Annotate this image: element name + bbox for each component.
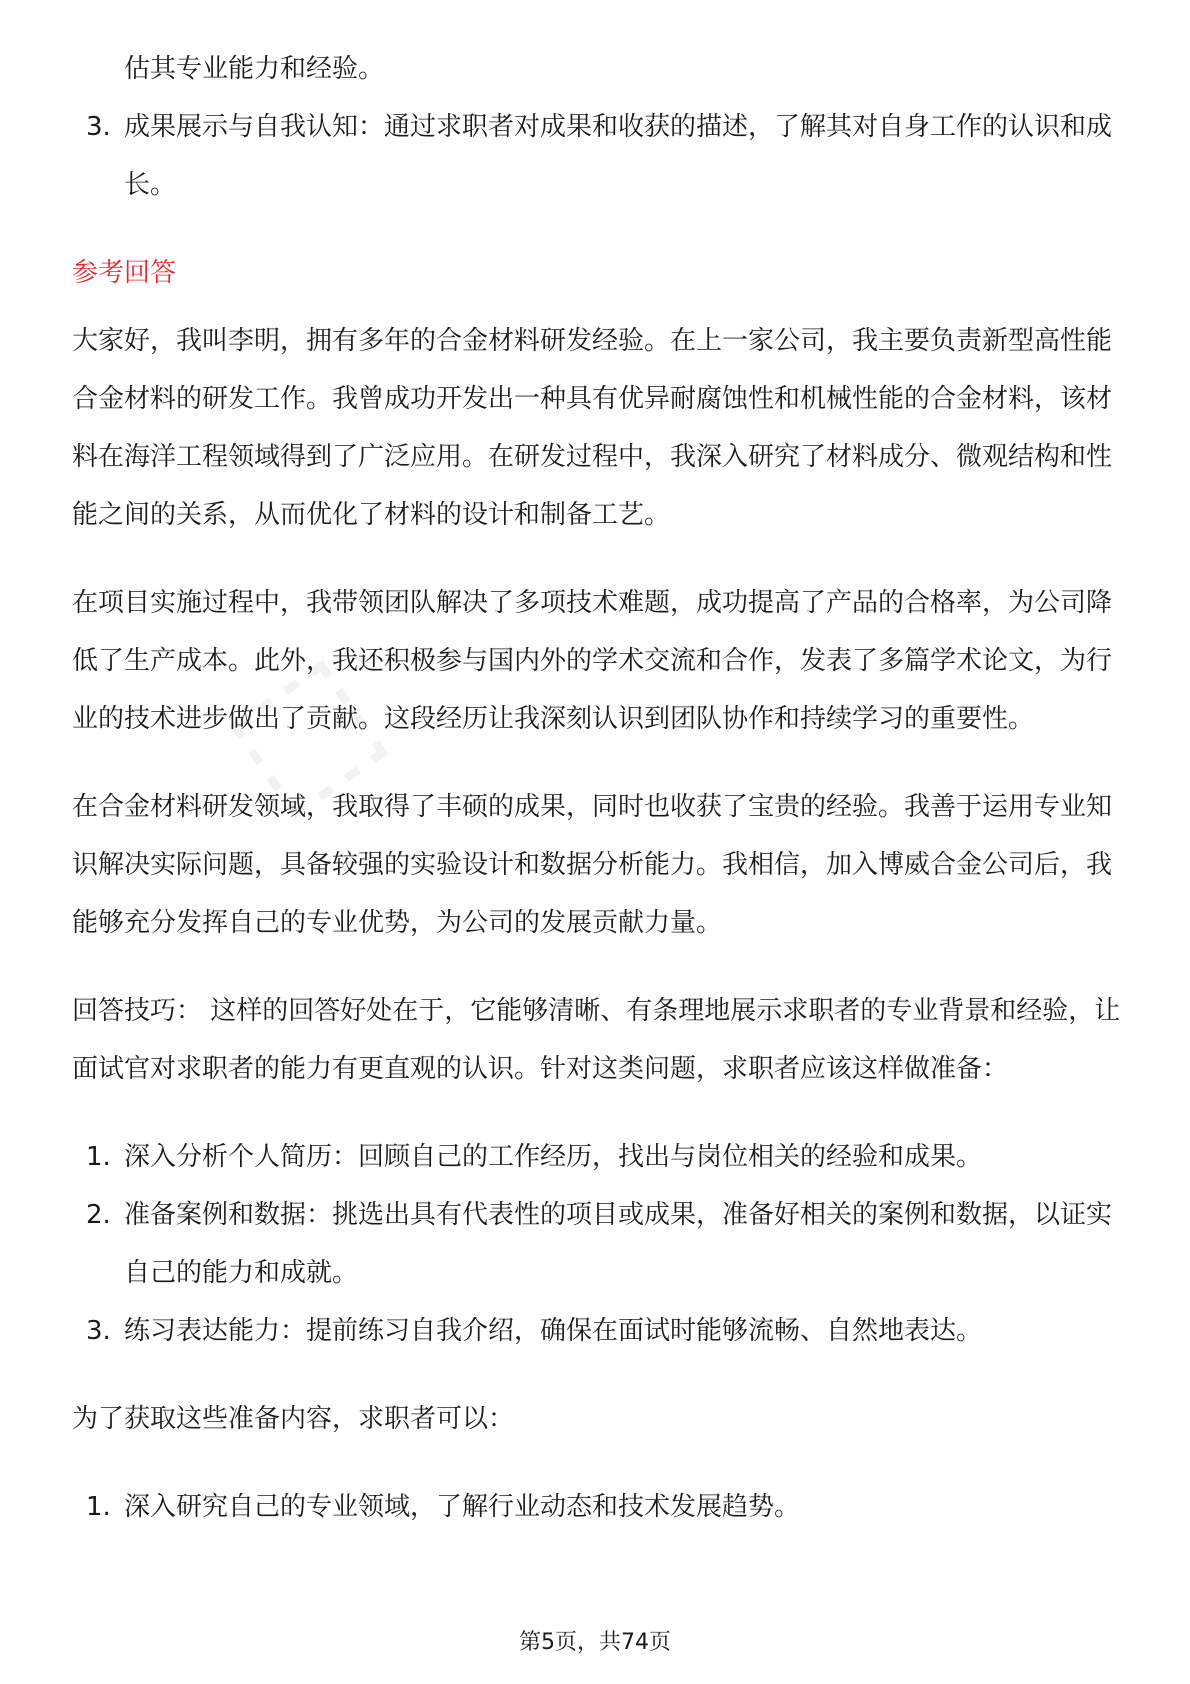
list-item bbox=[72, 1478, 1124, 1536]
list-number: 2. bbox=[86, 1200, 111, 1230]
tips-intro: 回答技巧： 这样的回答好处在于，它能够清晰、有条理地展示求职者的专业背景和经验，让面试官对求职者的能力有更直观的认识。针对这类问题，求职者应该这样做准备： bbox=[72, 996, 1121, 1084]
answer-paragraph-3: 在合金材料研发领域，我取得了丰硕的成果，同时也收获了宝贵的经验。我善于运用专业知识解决实际问题，具备较强的实验设计和数据分析能力。我相信，加入博威合金公司后，我能够充分发挥自己的专业优势，为公司的发展贡献力量。 bbox=[72, 792, 1113, 938]
prep-list bbox=[72, 1478, 1124, 1536]
tips-list bbox=[72, 1128, 1124, 1360]
criteria-list-tail bbox=[72, 98, 1124, 214]
list-number: 3. bbox=[86, 1316, 111, 1346]
list-item-text: 成果展示与自我认知：通过求职者对成果和收获的描述，了解其对自身工作的认识和成长。 bbox=[124, 112, 1113, 200]
list-item-continuation: 估其专业能力和经验。 bbox=[124, 54, 385, 84]
list-number: 3. bbox=[86, 112, 111, 142]
list-item bbox=[72, 98, 1124, 214]
answer-paragraph-2: 在项目实施过程中，我带领团队解决了多项技术难题，成功提高了产品的合格率，为公司降低了生产成本。此外，我还积极参与国内外的学术交流和合作，发表了多篇学术论文，为行业的技术进步做出了贡献。这段经历让我深刻认识到团队协作和持续学习的重要性。 bbox=[72, 588, 1113, 734]
list-item-text: 准备案例和数据：挑选出具有代表性的项目或成果，准备好相关的案例和数据，以证实自己的能力和成就。 bbox=[124, 1200, 1113, 1288]
answer-paragraph-1: 大家好，我叫李明，拥有多年的合金材料研发经验。在上一家公司，我主要负责新型高性能合金材料的研发工作。我曾成功开发出一种具有优异耐腐蚀性和机械性能的合金材料，该材料在海洋工程领域得到了广泛应用。在研发过程中，我深入研究了材料成分、微观结构和性能之间的关系，从而优化了材料的设计和制备工艺。 bbox=[72, 326, 1113, 530]
list-number: 1. bbox=[86, 1142, 111, 1172]
prep-intro: 为了获取这些准备内容，求职者可以： bbox=[72, 1404, 515, 1434]
page-number-footer: 第5页，共74页 bbox=[519, 1630, 671, 1655]
list-item-text: 练习表达能力：提前练习自我介绍，确保在面试时能够流畅、自然地表达。 bbox=[124, 1316, 983, 1346]
watermark: ⬚ bbox=[193, 612, 418, 842]
list-item bbox=[72, 1302, 1124, 1360]
list-number: 1. bbox=[86, 1492, 111, 1522]
list-item bbox=[72, 1186, 1124, 1302]
list-item-text: 深入分析个人简历：回顾自己的工作经历，找出与岗位相关的经验和成果。 bbox=[124, 1142, 983, 1172]
list-item bbox=[72, 1128, 1124, 1186]
section-heading: 参考回答 bbox=[72, 258, 177, 288]
page-content bbox=[72, 40, 1124, 1566]
list-item-text: 深入研究自己的专业领域，了解行业动态和技术发展趋势。 bbox=[124, 1492, 801, 1522]
